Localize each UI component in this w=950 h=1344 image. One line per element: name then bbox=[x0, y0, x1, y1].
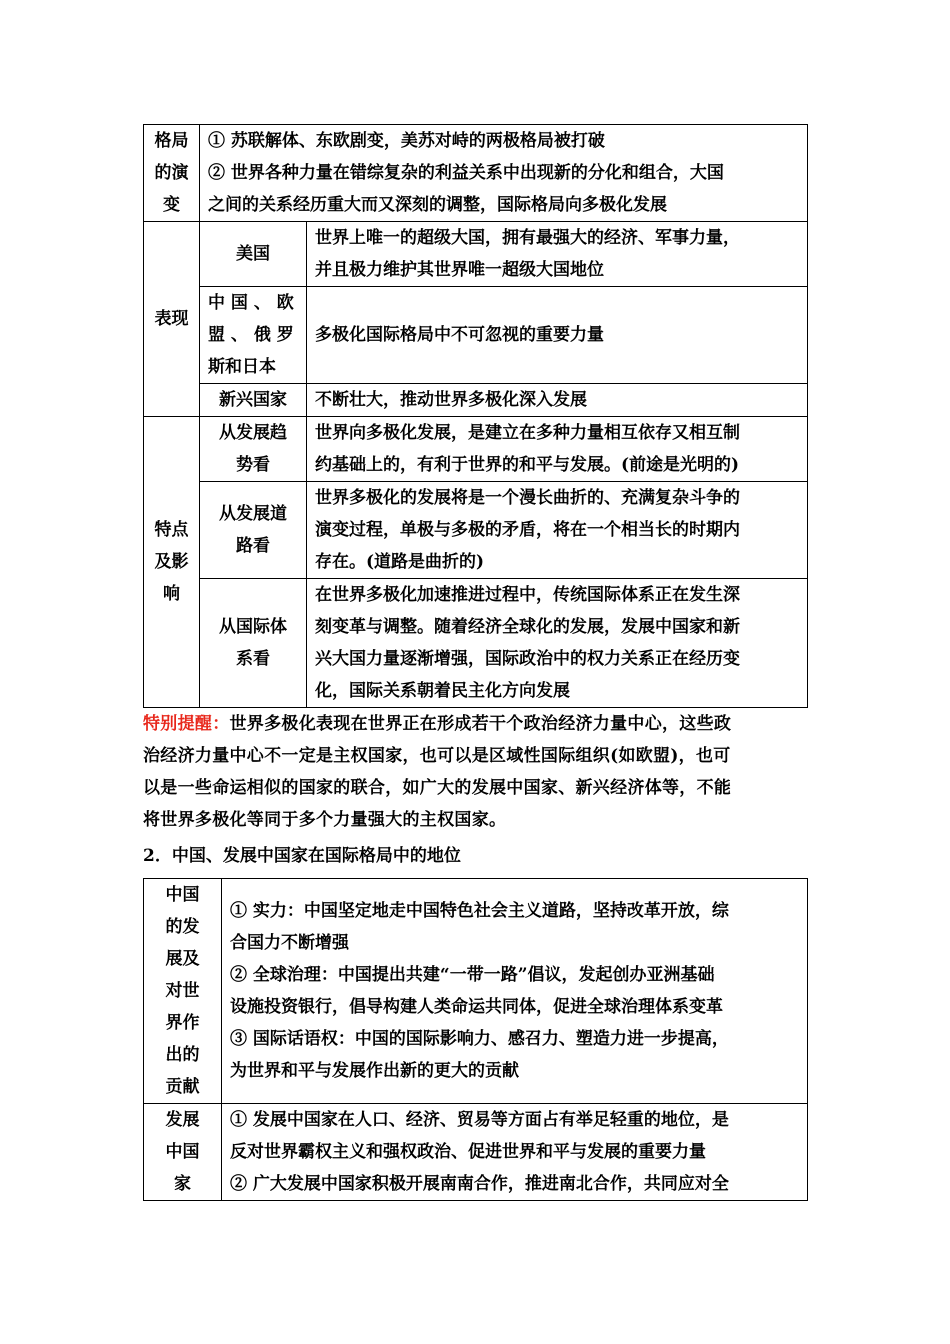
developing-label: 发展 中国 家 bbox=[144, 1104, 222, 1201]
features-desc-trend: 世界向多极化发展，是建立在多种力量相互依存又相互制 约基础上的，有利于世界的和平与发展。(前途是光明的) bbox=[307, 417, 808, 482]
performance-sub-usa: 美国 bbox=[200, 222, 307, 287]
reminder-line: 以是一些命运相似的国家的联合，如广大的发展中国家、新兴经济体等，不能 bbox=[143, 778, 732, 798]
reminder-line: 将世界多极化等同于多个力量强大的主权国家。 bbox=[143, 810, 507, 830]
china-content: ① 实力：中国坚定地走中国特色社会主义道路，坚持改革开放，综 合国力不断增强 ② 全球治理：中国提出共建“一带一路”倡议，发起创办亚洲基础 设施投资银行，倡导构建人类命运共同体，促进全球治理体系变革 ③ 国际话语权：中国的国际影响力、感召力、塑造力进一步提高， 为世界和平与发展作出新的更大的贡献 bbox=[222, 879, 808, 1104]
performance-row-powers bbox=[144, 287, 808, 384]
evolution-content: ① 苏联解体、东欧剧变，美苏对峙的两极格局被打破 ② 世界各种力量在错综复杂的利益关系中出现新的分化和组合，大国 之间的关系经历重大而又深刻的调整，国际格局向多极化发展 bbox=[200, 125, 808, 222]
features-sub-system: 从国际体 系看 bbox=[200, 579, 307, 708]
multipolar-pattern-table bbox=[143, 124, 808, 708]
features-desc-system: 在世界多极化加速推进过程中，传统国际体系正在发生深 刻变革与调整。随着经济全球化的发展，发展中国家和新 兴大国力量逐渐增强，国际政治中的权力关系正在经历变 化，国际关系朝着民主化方向发展 bbox=[307, 579, 808, 708]
performance-desc-usa: 世界上唯一的超级大国，拥有最强大的经济、军事力量， 并且极力维护其世界唯一超级大国地位 bbox=[307, 222, 808, 287]
reminder-line: 世界多极化表现在世界正在形成若干个政治经济力量中心，这些政 bbox=[229, 714, 732, 734]
developing-row bbox=[144, 1104, 808, 1201]
performance-sub-emerging: 新兴国家 bbox=[200, 384, 307, 417]
performance-row-usa bbox=[144, 222, 808, 287]
performance-desc-emerging: 不断壮大，推动世界多极化深入发展 bbox=[307, 384, 808, 417]
china-status-table bbox=[143, 878, 808, 1201]
features-label: 特点 及影 响 bbox=[144, 417, 200, 708]
performance-row-emerging bbox=[144, 384, 808, 417]
features-row-road bbox=[144, 482, 808, 579]
developing-content: ① 发展中国家在人口、经济、贸易等方面占有举足轻重的地位，是 反对世界霸权主义和强权政治、促进世界和平与发展的重要力量 ② 广大发展中国家积极开展南南合作，推进南北合作，共同应对全 bbox=[222, 1104, 808, 1201]
features-row-trend bbox=[144, 417, 808, 482]
evolution-label: 格局 的演 变 bbox=[144, 125, 200, 222]
features-sub-trend: 从发展趋 势看 bbox=[200, 417, 307, 482]
reminder-tag: 特别提醒： bbox=[143, 714, 230, 734]
document-page bbox=[143, 124, 807, 1201]
evolution-row bbox=[144, 125, 808, 222]
china-row bbox=[144, 879, 808, 1104]
performance-label: 表现 bbox=[144, 222, 200, 417]
performance-desc-powers: 多极化国际格局中不可忽视的重要力量 bbox=[307, 287, 808, 384]
reminder-line: 治经济力量中心不一定是主权国家，也可以是区域性国际组织(如欧盟)，也可 bbox=[143, 746, 731, 766]
china-label: 中国 的发 展及 对世 界作 出的 贡献 bbox=[144, 879, 222, 1104]
features-row-system bbox=[144, 579, 808, 708]
features-sub-road: 从发展道 路看 bbox=[200, 482, 307, 579]
performance-sub-powers: 中 国 、 欧 盟 、 俄 罗 斯和日本 bbox=[200, 287, 307, 384]
section-heading: 2．中国、发展中国家在国际格局中的地位 bbox=[143, 846, 461, 866]
special-reminder bbox=[143, 708, 807, 836]
features-desc-road: 世界多极化的发展将是一个漫长曲折的、充满复杂斗争的 演变过程，单极与多极的矛盾，将在一个相当长的时期内 存在。(道路是曲折的) bbox=[307, 482, 808, 579]
